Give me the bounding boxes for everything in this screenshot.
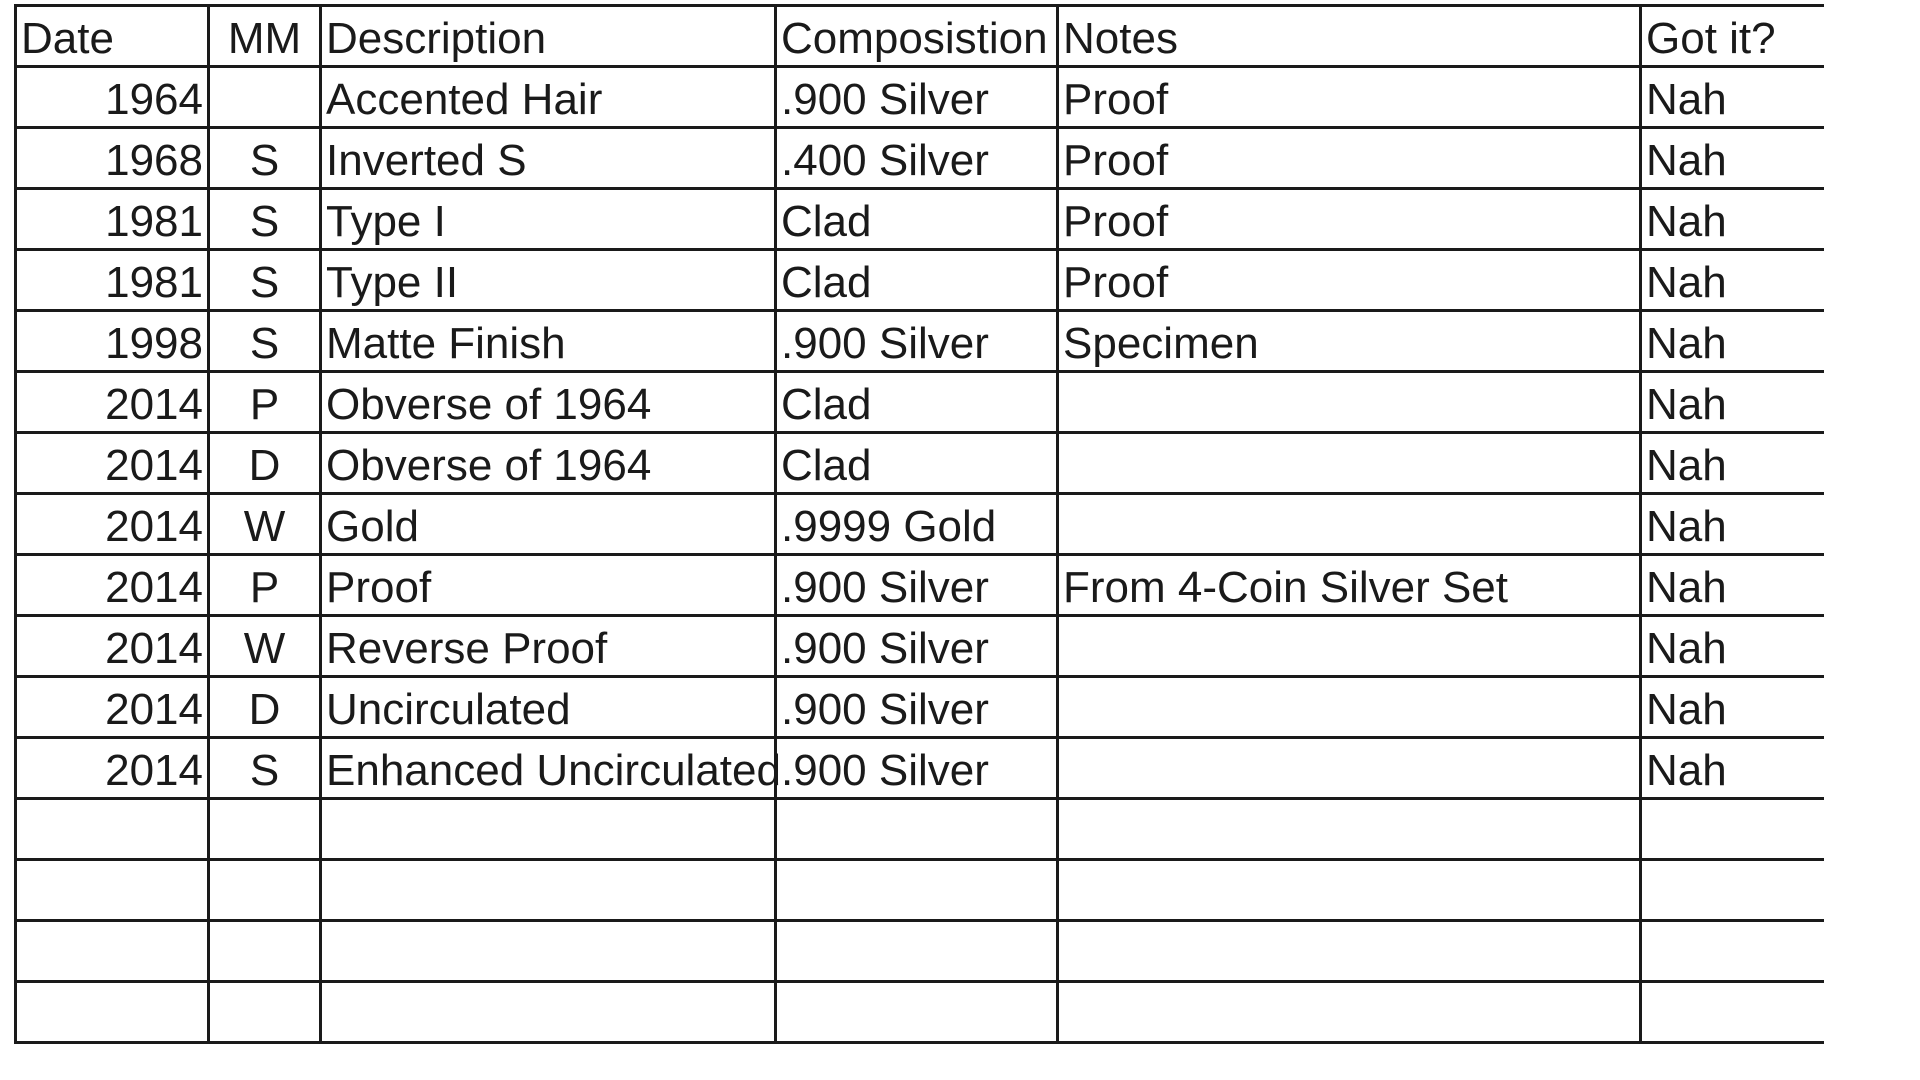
table-row: [16, 677, 1825, 738]
cell-mm[interactable]: S: [209, 250, 321, 311]
cell-composition[interactable]: [776, 982, 1058, 1043]
cell-date[interactable]: 1968: [16, 128, 209, 189]
cell-composition[interactable]: .9999 Gold: [776, 494, 1058, 555]
cell-got-it[interactable]: Nah: [1641, 494, 1825, 555]
cell-mm[interactable]: S: [209, 738, 321, 799]
cell-composition[interactable]: [776, 799, 1058, 860]
cell-date[interactable]: 1964: [16, 67, 209, 128]
cell-mm[interactable]: P: [209, 555, 321, 616]
table-row: [16, 67, 1825, 128]
cell-got-it[interactable]: Nah: [1641, 433, 1825, 494]
table-row: [16, 921, 1825, 982]
cell-date[interactable]: [16, 860, 209, 921]
cell-notes[interactable]: Proof: [1058, 189, 1641, 250]
cell-description[interactable]: Uncirculated: [321, 677, 776, 738]
cell-mm[interactable]: [209, 921, 321, 982]
cell-got-it[interactable]: [1641, 921, 1825, 982]
cell-notes[interactable]: Proof: [1058, 128, 1641, 189]
cell-notes[interactable]: Proof: [1058, 67, 1641, 128]
cell-date[interactable]: 2014: [16, 555, 209, 616]
cell-got-it[interactable]: [1641, 982, 1825, 1043]
cell-date[interactable]: [16, 921, 209, 982]
cell-mm[interactable]: [209, 67, 321, 128]
cell-description[interactable]: [321, 921, 776, 982]
header-cell-mm[interactable]: MM: [209, 6, 321, 67]
cell-mm[interactable]: W: [209, 494, 321, 555]
table-row: [16, 860, 1825, 921]
cell-notes[interactable]: Specimen: [1058, 311, 1641, 372]
table-row: [16, 311, 1825, 372]
cell-description[interactable]: [321, 860, 776, 921]
cell-notes[interactable]: [1058, 494, 1641, 555]
cell-composition[interactable]: [776, 921, 1058, 982]
cell-date[interactable]: [16, 982, 209, 1043]
cell-notes[interactable]: [1058, 738, 1641, 799]
cell-composition[interactable]: Clad: [776, 372, 1058, 433]
cell-mm[interactable]: D: [209, 433, 321, 494]
cell-got-it[interactable]: Nah: [1641, 250, 1825, 311]
cell-mm[interactable]: S: [209, 311, 321, 372]
table-row: [16, 372, 1825, 433]
spreadsheet: [14, 4, 1824, 1080]
header-cell-got-it[interactable]: Got it?: [1641, 6, 1825, 67]
cell-composition[interactable]: [776, 860, 1058, 921]
cell-got-it[interactable]: Nah: [1641, 67, 1825, 128]
header-row: [16, 6, 1825, 67]
cell-description[interactable]: Matte Finish: [321, 311, 776, 372]
cell-notes[interactable]: [1058, 921, 1641, 982]
table-row: [16, 433, 1825, 494]
coin-table: [14, 4, 1824, 1044]
cell-composition[interactable]: Clad: [776, 189, 1058, 250]
cell-notes[interactable]: [1058, 860, 1641, 921]
cell-composition[interactable]: .900 Silver: [776, 67, 1058, 128]
cell-mm[interactable]: S: [209, 128, 321, 189]
cell-notes[interactable]: [1058, 433, 1641, 494]
cell-got-it[interactable]: Nah: [1641, 372, 1825, 433]
cell-mm[interactable]: [209, 860, 321, 921]
cell-got-it[interactable]: Nah: [1641, 189, 1825, 250]
cell-description[interactable]: Enhanced Uncirculated: [321, 738, 776, 799]
cell-got-it[interactable]: [1641, 860, 1825, 921]
cell-notes[interactable]: Proof: [1058, 250, 1641, 311]
cell-date[interactable]: 2014: [16, 433, 209, 494]
cell-date[interactable]: 2014: [16, 738, 209, 799]
table-row: [16, 799, 1825, 860]
cell-date[interactable]: 2014: [16, 616, 209, 677]
cell-got-it[interactable]: Nah: [1641, 616, 1825, 677]
cell-date[interactable]: 1998: [16, 311, 209, 372]
cell-date[interactable]: 2014: [16, 677, 209, 738]
table-row: [16, 128, 1825, 189]
cell-description[interactable]: [321, 799, 776, 860]
cell-composition[interactable]: .900 Silver: [776, 311, 1058, 372]
header-cell-notes[interactable]: Notes: [1058, 6, 1641, 67]
cell-description[interactable]: [321, 982, 776, 1043]
cell-mm[interactable]: W: [209, 616, 321, 677]
cell-description[interactable]: Gold: [321, 494, 776, 555]
table-row: [16, 616, 1825, 677]
cell-mm[interactable]: [209, 799, 321, 860]
cell-description[interactable]: Obverse of 1964: [321, 433, 776, 494]
cell-got-it[interactable]: [1641, 799, 1825, 860]
cell-notes[interactable]: [1058, 372, 1641, 433]
cell-notes[interactable]: [1058, 982, 1641, 1043]
table-row: [16, 738, 1825, 799]
cell-composition[interactable]: .900 Silver: [776, 738, 1058, 799]
cell-composition[interactable]: Clad: [776, 433, 1058, 494]
cell-composition[interactable]: .400 Silver: [776, 128, 1058, 189]
cell-got-it[interactable]: Nah: [1641, 128, 1825, 189]
cell-description[interactable]: Inverted S: [321, 128, 776, 189]
cell-mm[interactable]: S: [209, 189, 321, 250]
cell-description[interactable]: Accented Hair: [321, 67, 776, 128]
cell-notes[interactable]: [1058, 616, 1641, 677]
header-cell-composition[interactable]: Composistion: [776, 6, 1058, 67]
cell-description[interactable]: Type I: [321, 189, 776, 250]
cell-got-it[interactable]: Nah: [1641, 738, 1825, 799]
table-row: [16, 250, 1825, 311]
cell-got-it[interactable]: Nah: [1641, 677, 1825, 738]
cell-date[interactable]: 2014: [16, 372, 209, 433]
cell-description[interactable]: Obverse of 1964: [321, 372, 776, 433]
cell-mm[interactable]: D: [209, 677, 321, 738]
table-row: [16, 982, 1825, 1043]
cell-composition[interactable]: .900 Silver: [776, 616, 1058, 677]
cell-notes[interactable]: [1058, 799, 1641, 860]
cell-description[interactable]: Reverse Proof: [321, 616, 776, 677]
cell-description[interactable]: Proof: [321, 555, 776, 616]
header-cell-description[interactable]: Description: [321, 6, 776, 67]
cell-date[interactable]: [16, 799, 209, 860]
cell-composition[interactable]: .900 Silver: [776, 677, 1058, 738]
cell-date[interactable]: 1981: [16, 189, 209, 250]
table-row: [16, 555, 1825, 616]
cell-date[interactable]: 1981: [16, 250, 209, 311]
cell-got-it[interactable]: Nah: [1641, 555, 1825, 616]
table-row: [16, 494, 1825, 555]
cell-date[interactable]: 2014: [16, 494, 209, 555]
header-cell-date[interactable]: Date: [16, 6, 209, 67]
cell-composition[interactable]: .900 Silver: [776, 555, 1058, 616]
cell-got-it[interactable]: Nah: [1641, 311, 1825, 372]
cell-composition[interactable]: Clad: [776, 250, 1058, 311]
cell-description[interactable]: Type II: [321, 250, 776, 311]
cell-mm[interactable]: P: [209, 372, 321, 433]
table-row: [16, 189, 1825, 250]
cell-notes[interactable]: [1058, 677, 1641, 738]
cell-notes[interactable]: From 4-Coin Silver Set: [1058, 555, 1641, 616]
cell-mm[interactable]: [209, 982, 321, 1043]
